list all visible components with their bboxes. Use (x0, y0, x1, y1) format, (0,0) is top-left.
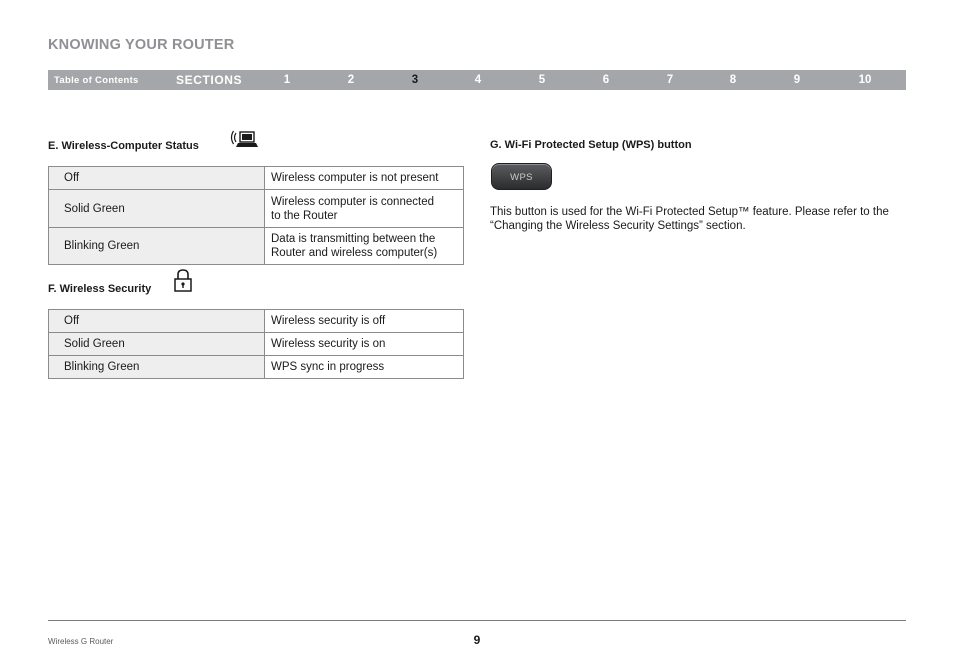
section-link-5[interactable]: 5 (538, 74, 546, 86)
section-link-9[interactable]: 9 (793, 74, 801, 86)
wps-button-heading: G. Wi-Fi Protected Setup (WPS) button (490, 139, 692, 151)
section-link-7[interactable]: 7 (666, 74, 674, 86)
description-line: Wireless security is off (271, 315, 386, 327)
padlock-icon (173, 268, 193, 299)
table-row (49, 190, 464, 228)
description-line: Wireless security is on (271, 338, 386, 350)
table-row (49, 356, 464, 379)
description-cell (265, 333, 464, 356)
description-line: Data is transmitting between the (271, 233, 436, 245)
description-line: Router and wireless computer(s) (271, 247, 438, 259)
description-cell (265, 356, 464, 379)
sections-label: SECTIONS (176, 73, 243, 87)
table-row (49, 167, 464, 190)
state-cell: Solid Green (49, 190, 265, 228)
section-link-6[interactable]: 6 (602, 74, 610, 86)
description-cell (265, 167, 464, 190)
table-row (49, 228, 464, 265)
table-row (49, 310, 464, 333)
description-line: Wireless computer is connected (271, 195, 434, 208)
section-link-3[interactable]: 3 (411, 74, 419, 86)
section-nav-bar (48, 70, 906, 90)
state-cell: Blinking Green (49, 356, 265, 379)
description-cell (265, 310, 464, 333)
section-link-2[interactable]: 2 (347, 74, 355, 86)
state-cell: Blinking Green (49, 228, 265, 265)
section-link-4[interactable]: 4 (474, 74, 482, 86)
page-title: KNOWING YOUR ROUTER (48, 37, 235, 53)
state-cell: Off (49, 167, 265, 190)
description-cell (265, 190, 464, 228)
description-cell (265, 228, 464, 265)
table-row (49, 333, 464, 356)
wireless-computer-status-table (48, 166, 464, 265)
footer-divider (48, 620, 906, 621)
table-of-contents-link[interactable]: Table of Contents (54, 75, 139, 86)
state-cell: Off (49, 310, 265, 333)
description-line: WPS sync in progress (271, 361, 385, 373)
laptop-wireless-icon (230, 129, 260, 156)
wps-button[interactable]: WPS (491, 163, 552, 190)
state-cell: Solid Green (49, 333, 265, 356)
section-link-10[interactable]: 10 (858, 74, 872, 86)
wps-description: This button is used for the Wi-Fi Protected Setup™ feature. Please refer to the “Changing the Wireless Security Settings” section. (490, 206, 889, 232)
description-line: Wireless computer is not present (271, 172, 439, 184)
footer-product-name: Wireless G Router (48, 637, 114, 646)
section-link-8[interactable]: 8 (729, 74, 737, 86)
page-number: 9 (473, 633, 481, 647)
description-line: to the Router (271, 209, 338, 222)
wireless-security-table (48, 309, 464, 379)
wireless-computer-status-heading: E. Wireless-Computer Status (48, 140, 199, 152)
wireless-security-heading: F. Wireless Security (48, 283, 152, 295)
section-link-1[interactable]: 1 (283, 74, 291, 86)
